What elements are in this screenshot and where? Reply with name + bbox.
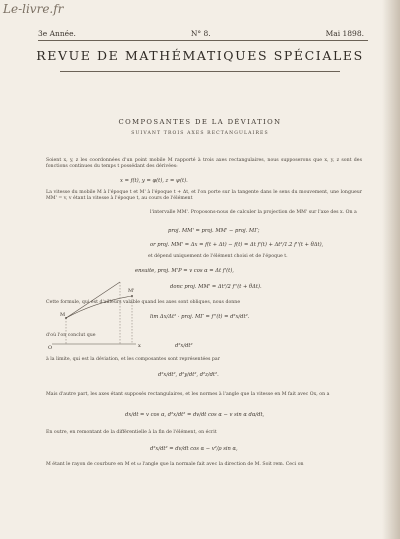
paragraph-formula-note: Cette formule, qui est d'ailleurs valable quand les axes sont obliques, nous donne	[46, 300, 241, 305]
formula-curvature: d²x/dt² = dv/dt cos α − v²/ρ sin α,	[150, 446, 238, 452]
page-edge-shadow	[382, 0, 400, 539]
header-rule	[38, 40, 368, 41]
paragraph-limit: à la limite, qui est la déviation, et les composantes sont représentées par	[46, 357, 220, 362]
paragraph-conclude: d'où l'on conclut que	[46, 333, 96, 338]
paragraph-radius: M étant le rayon de courbure en M et ω l'angle que la normale fait avec la direction de M. Soit rem. Ceci on	[46, 462, 304, 467]
issue-year: 3e Année.	[38, 29, 76, 38]
formula-deviation: d²x/dt²	[175, 343, 193, 349]
paragraph-velocity: La vitesse du mobile M à l'époque t et M' à l'époque t + Δt, et l'on porte sur la tangente dans le sens du mouvement, une longueur MM' = v, v étant la vitesse à l'époque t, au cours de l'élément	[46, 190, 362, 202]
issue-date: Mai 1898.	[325, 29, 364, 38]
article-title: COMPOSANTES DE LA DÉVIATION	[118, 118, 282, 126]
issue-number: N° 8.	[190, 29, 211, 38]
formula-components: d²x/dt², d²y/dt², d²z/dt².	[158, 372, 219, 378]
geometry-diagram	[40, 274, 150, 354]
formula-limit: lim Δx/Δt² · proj. MΓ = f''(t) = d²x/dt².	[150, 314, 250, 320]
paragraph-rectangular: Mais d'autre part, les axes étant supposés rectangulaires, et les normes à l'angle que la vitesse en M fait avec Ox, on a	[46, 392, 330, 397]
formula-projection: proj. MM' = proj. MM' − proj. MΓ;	[168, 228, 260, 234]
journal-title: REVUE DE MATHÉMATIQUES SPÉCIALES	[36, 48, 364, 63]
formula-donc: donc proj. MM' = Δt²/2 f''(t + θΔt).	[170, 284, 262, 290]
paragraph-theta: et dépend uniquement de l'élément choisi et de l'époque t.	[148, 254, 288, 259]
label-origin: O	[48, 345, 53, 351]
paragraph-remontant: En outre, en remontant de la différentielle à la fin de l'élément, on écrit	[46, 430, 217, 435]
article-subtitle: SUIVANT TROIS AXES RECTANGULAIRES	[131, 131, 269, 136]
label-m-prime: M'	[128, 288, 135, 294]
formula-velocity-derivative: dx/dt = v cos α, d²x/dt² = dv/dt cos α − v sin α dα/dt,	[125, 412, 265, 418]
title-rule	[60, 71, 340, 72]
formula-ensuite: ensuite, proj. M'P = v cos α = Δt f'(t),	[135, 268, 234, 274]
label-m: M	[60, 312, 66, 318]
formula-coordinates: x = f(t), y = φ(t), z = ψ(t).	[120, 178, 188, 184]
paragraph-intro: Soient x, y, z les coordonnées d'un point mobile M rapporté à trois axes rectangulaires, nous supposerons que x, y, z sont des fonctions continues du temps t possédant des dérivées:	[46, 158, 362, 170]
watermark-text: Le-livre.fr	[3, 2, 64, 16]
paragraph-projection: l'intervalle MM'. Proposons-nous de calculer la projection de MM' sur l'axe des x. On a	[150, 210, 357, 215]
formula-delta-x: or proj. MM' = Δx = f(t + Δt) − f(t) = Δt f'(t) + Δt²/1.2 f''(t + θΔt),	[150, 242, 324, 248]
label-x-axis: x	[138, 343, 141, 349]
issue-header	[38, 29, 364, 38]
